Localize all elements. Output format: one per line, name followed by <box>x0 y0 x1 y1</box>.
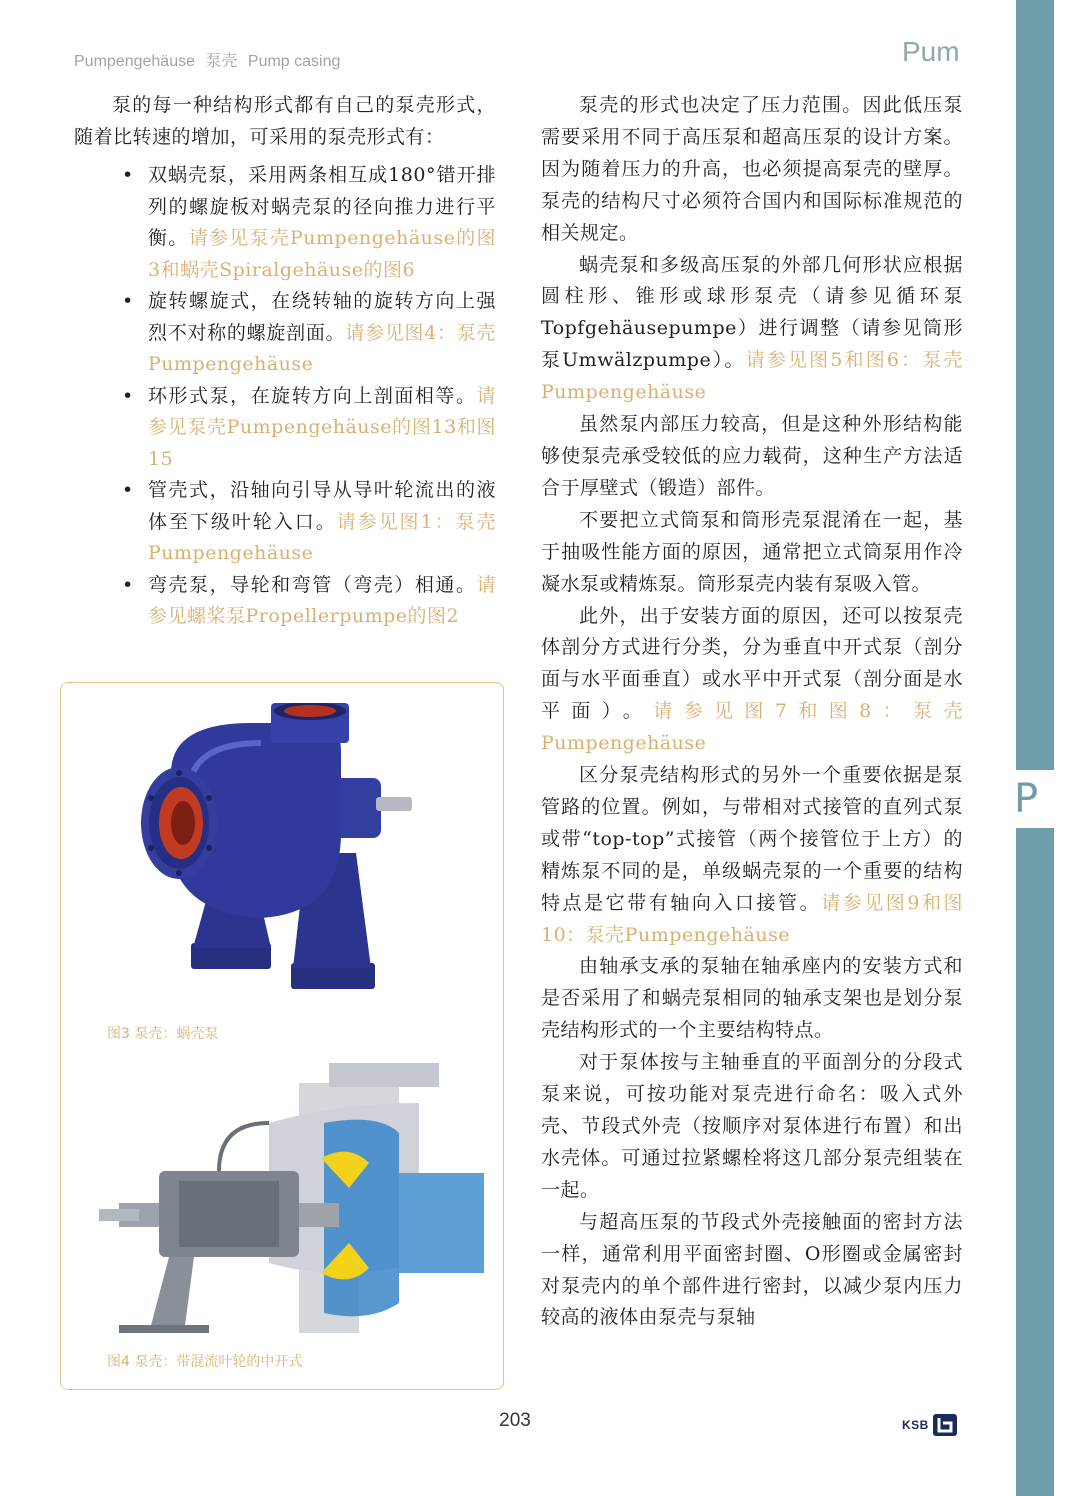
index-tab-letter: P <box>995 770 1057 828</box>
mixed-flow-pump-sectional-illustration <box>99 1063 489 1333</box>
intro-paragraph: 泵的每一种结构形式都有自己的泵壳形式，随着比转速的增加，可采用的泵壳形式有： <box>74 94 496 148</box>
right-column <box>541 90 963 1334</box>
side-color-band <box>1016 0 1054 1496</box>
ksb-logo <box>902 1412 958 1438</box>
header-term-en: Pump casing <box>247 53 341 70</box>
header-section-word: Pum <box>902 36 960 67</box>
body-paragraph: 蜗壳泵和多级高压泵的外部几何形状应根据圆柱形、锥形或球形泵壳（请参见循环泵Topfgehäusepumpe）进行调整（请参见筒形泵Umwälzpumpe）。请参见图5和图6：泵壳Pumpengehäuse <box>541 253 963 404</box>
figure-4-caption: 图4 泵壳：带混流叶轮的中开式 <box>107 1354 303 1370</box>
ksb-logo-icon <box>932 1413 958 1437</box>
header-term-zh: 泵壳 <box>205 53 238 70</box>
list-item: • 旋转螺旋式，在绕转轴的旋转方向上强烈不对称的螺旋剖面。请参见图4：泵壳Pumpengehäuse <box>74 286 496 381</box>
page-number: 203 <box>499 1410 531 1431</box>
cross-reference: 请参见图1：泵壳Pumpengehäuse <box>148 510 496 564</box>
cross-reference: 请参见图7和图8：泵壳Pumpengehäuse <box>541 700 963 755</box>
list-item: • 双蜗壳泵，采用两条相互成180°错开排列的螺旋板对蜗壳泵的径向推力进行平衡。请参见泵壳Pumpengehäuse的图3和蜗壳Spiralgehäuse的图6 <box>74 160 496 286</box>
volute-pump-illustration <box>131 703 421 1003</box>
cross-reference: 请参见图5和图6：泵壳Pumpengehäuse <box>541 349 963 404</box>
body-paragraph: 与超高压泵的节段式外壳接触面的密封方法一样，通常利用平面密封圈、O形圈或金属密封对泵壳内的单个部件进行密封，以减少泵内压力较高的液体由泵壳与泵轴 <box>541 1210 963 1329</box>
casing-type-list <box>74 160 496 633</box>
cross-reference: 请参见泵壳Pumpengehäuse的图13和图15 <box>148 384 496 470</box>
body-paragraph: 虽然泵内部压力较高，但是这种外形结构能够使泵壳承受较低的应力载荷，这种生产方法适合于厚壁式（锻造）部件。 <box>541 413 963 499</box>
body-paragraph: 区分泵壳结构形式的另外一个重要依据是泵管路的位置。例如，与带相对式接管的直列式泵或带“top-top”式接管（两个接管位于上方）的精炼泵不同的是，单级蜗壳泵的一个重要的结构特点是它带有轴向入口接管。请参见图9和图10：泵壳Pumpengehäuse <box>541 764 963 946</box>
body-paragraph: 此外，出于安装方面的原因，还可以按泵壳体剖分方式进行分类，分为垂直中开式泵（剖分面与水平面垂直）或水平中开式泵（剖分面是水平面）。请参见图7和图8：泵壳Pumpengehäuse <box>541 604 963 755</box>
figure-3-caption: 图3 泵壳：蜗壳泵 <box>107 1026 219 1042</box>
cross-reference: 请参见图9和图10：泵壳Pumpengehäuse <box>541 891 963 946</box>
logo-text: KSB <box>902 1418 929 1432</box>
header-term-de: Pumpengehäuse <box>74 53 195 70</box>
running-header <box>74 48 346 71</box>
body-paragraph: 对于泵体按与主轴垂直的平面剖分的分段式泵来说，可按功能对泵壳进行命名：吸入式外壳、节段式外壳（按顺序对泵体进行布置）和出水壳体。可通过拉紧螺栓将这几部分泵壳组装在一起。 <box>541 1051 963 1201</box>
cross-reference: 请参见图4：泵壳Pumpengehäuse <box>148 321 496 375</box>
list-item: • 弯壳泵，导轮和弯管（弯壳）相通。请参见螺桨泵Propellerpumpe的图2 <box>74 570 496 633</box>
body-paragraph: 泵壳的形式也决定了压力范围。因此低压泵需要采用不同于高压泵和超高压泵的设计方案。因为随着压力的升高，也必须提高泵壳的壁厚。泵壳的结构尺寸必须符合国内和国际标准规范的相关规定。 <box>541 94 963 244</box>
body-paragraph: 由轴承支承的泵轴在轴承座内的安装方式和是否采用了和蜗壳泵相同的轴承支架也是划分泵壳结构形式的一个主要结构特点。 <box>541 955 963 1042</box>
cross-reference: 请参见泵壳Pumpengehäuse的图3和蜗壳Spiralgehäuse的图6 <box>148 227 496 281</box>
list-item: • 管壳式，沿轴向引导从导叶轮流出的液体至下级叶轮入口。请参见图1：泵壳Pumpengehäuse <box>74 475 496 570</box>
cross-reference: 请参见螺桨泵Propellerpumpe的图2 <box>148 573 496 627</box>
left-column <box>74 90 496 633</box>
list-item: • 环形式泵，在旋转方向上剖面相等。请参见泵壳Pumpengehäuse的图13和图15 <box>74 381 496 476</box>
body-paragraph: 不要把立式筒泵和筒形壳泵混淆在一起，基于抽吸性能方面的原因，通常把立式筒泵用作冷凝水泵或精炼泵。筒形泵壳内装有泵吸入管。 <box>541 508 963 595</box>
figure-box <box>60 682 504 1390</box>
